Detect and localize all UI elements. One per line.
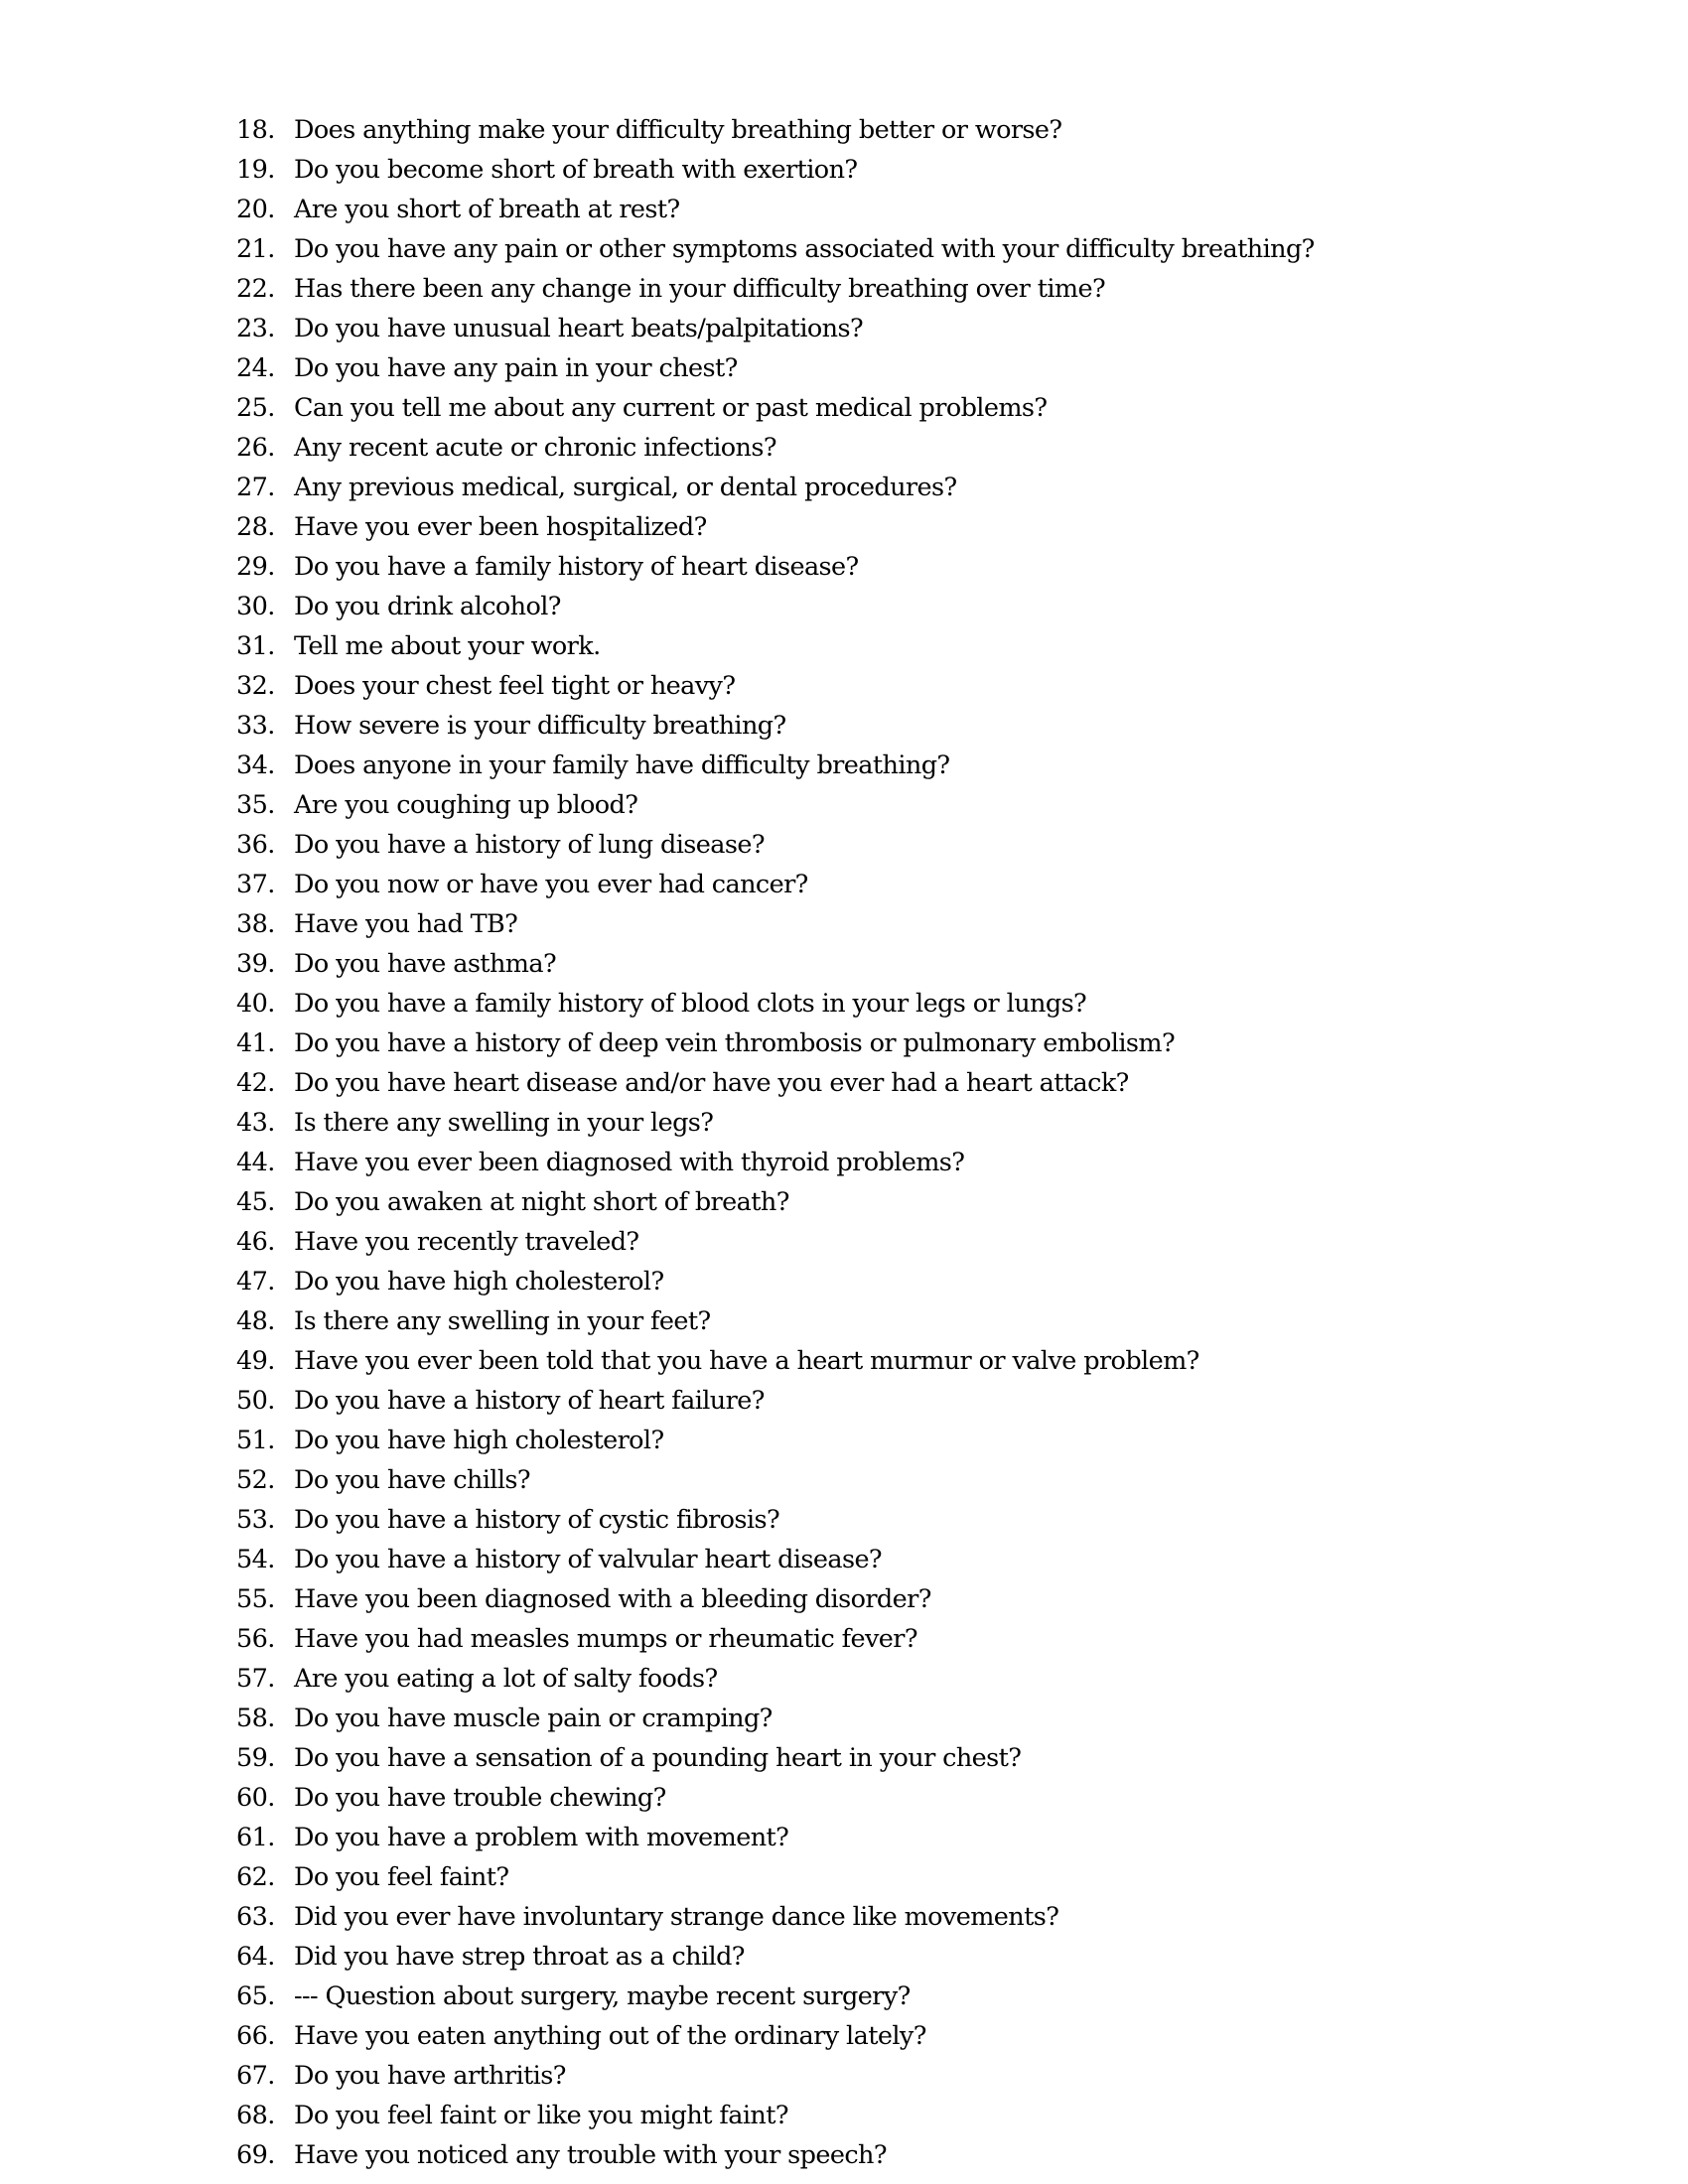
question-number: 57. (236, 1664, 275, 1694)
question-text: Have you ever been diagnosed with thyroid problems? (294, 1148, 965, 1177)
question-number: 29. (236, 552, 275, 582)
question-item (0, 1818, 1688, 1857)
question-text: Do you have a history of heart failure? (294, 1386, 765, 1416)
question-item (0, 785, 1688, 825)
question-item (0, 1301, 1688, 1341)
question-item (0, 1182, 1688, 1222)
question-number: 37. (236, 870, 275, 899)
question-text: Do you have a history of valvular heart disease? (294, 1545, 883, 1574)
question-number: 27. (236, 473, 275, 502)
question-item (0, 2016, 1688, 2056)
question-text: Do you have any pain in your chest? (294, 353, 738, 383)
question-item (0, 706, 1688, 746)
question-text: --- Question about surgery, maybe recent surgery? (294, 1981, 911, 2011)
question-item (0, 1738, 1688, 1778)
question-number: 38. (236, 909, 275, 939)
question-text: Do you have any pain or other symptoms associated with your difficulty breathing? (294, 234, 1315, 264)
question-item (0, 269, 1688, 309)
question-item (0, 2056, 1688, 2096)
question-number: 67. (236, 2061, 275, 2091)
question-number: 60. (236, 1783, 275, 1813)
question-number: 36. (236, 830, 275, 860)
question-number: 58. (236, 1704, 275, 1733)
question-number: 40. (236, 989, 275, 1019)
question-text: Have you had measles mumps or rheumatic fever? (294, 1624, 917, 1654)
question-text: Do you have asthma? (294, 949, 557, 979)
question-text: Do you have high cholesterol? (294, 1267, 664, 1297)
question-item (0, 626, 1688, 666)
question-item (0, 1262, 1688, 1301)
question-number: 28. (236, 512, 275, 542)
question-number: 18. (236, 115, 275, 145)
question-text: How severe is your difficulty breathing? (294, 711, 786, 741)
question-number: 69. (236, 2140, 275, 2170)
question-number: 48. (236, 1306, 275, 1336)
question-number: 23. (236, 314, 275, 343)
question-text: Have you been diagnosed with a bleeding disorder? (294, 1584, 931, 1614)
question-text: Have you noticed any trouble with your speech? (294, 2140, 887, 2170)
question-text: Do you drink alcohol? (294, 592, 561, 621)
question-item (0, 1977, 1688, 2016)
question-item (0, 1103, 1688, 1143)
question-item (0, 1619, 1688, 1659)
question-number: 54. (236, 1545, 275, 1574)
question-item (0, 1659, 1688, 1699)
question-text: Can you tell me about any current or past medical problems? (294, 393, 1048, 423)
question-text: Do you have a history of deep vein thrombosis or pulmonary embolism? (294, 1028, 1176, 1058)
question-text: Does anyone in your family have difficulty breathing? (294, 751, 950, 780)
question-number: 52. (236, 1465, 275, 1495)
question-number: 49. (236, 1346, 275, 1376)
question-number: 59. (236, 1743, 275, 1773)
question-text: Do you have a family history of heart disease? (294, 552, 859, 582)
question-number: 32. (236, 671, 275, 701)
question-number: 19. (236, 155, 275, 185)
question-text: Has there been any change in your difficulty breathing over time? (294, 274, 1106, 304)
question-text: Do you have high cholesterol? (294, 1426, 664, 1455)
question-item (0, 2096, 1688, 2135)
question-text: Does your chest feel tight or heavy? (294, 671, 736, 701)
question-text: Does anything make your difficulty breathing better or worse? (294, 115, 1062, 145)
question-number: 68. (236, 2101, 275, 2130)
question-text: Is there any swelling in your legs? (294, 1108, 714, 1138)
question-item (0, 1460, 1688, 1500)
question-number: 31. (236, 631, 275, 661)
question-item (0, 904, 1688, 944)
question-text: Do you become short of breath with exertion? (294, 155, 858, 185)
question-item (0, 348, 1688, 388)
question-text: Have you had TB? (294, 909, 518, 939)
question-item (0, 309, 1688, 348)
question-number: 63. (236, 1902, 275, 1932)
question-text: Is there any swelling in your feet? (294, 1306, 711, 1336)
question-text: Do you have unusual heart beats/palpitations? (294, 314, 864, 343)
question-number: 21. (236, 234, 275, 264)
question-text: Are you short of breath at rest? (294, 195, 680, 224)
question-number: 56. (236, 1624, 275, 1654)
question-item (0, 547, 1688, 587)
question-item (0, 1381, 1688, 1421)
question-item (0, 666, 1688, 706)
question-list (0, 110, 1688, 2175)
question-text: Are you coughing up blood? (294, 790, 638, 820)
question-item (0, 984, 1688, 1024)
question-number: 35. (236, 790, 275, 820)
question-number: 33. (236, 711, 275, 741)
question-number: 22. (236, 274, 275, 304)
question-text: Are you eating a lot of salty foods? (294, 1664, 718, 1694)
question-text: Do you have a problem with movement? (294, 1823, 789, 1852)
question-item (0, 388, 1688, 428)
question-number: 24. (236, 353, 275, 383)
question-text: Do you feel faint? (294, 1862, 509, 1892)
question-item (0, 1143, 1688, 1182)
question-item (0, 1579, 1688, 1619)
question-item (0, 2135, 1688, 2175)
question-text: Do you have a sensation of a pounding heart in your chest? (294, 1743, 1022, 1773)
question-text: Have you ever been told that you have a heart murmur or valve problem? (294, 1346, 1199, 1376)
question-number: 61. (236, 1823, 275, 1852)
question-text: Have you recently traveled? (294, 1227, 639, 1257)
question-text: Any recent acute or chronic infections? (294, 433, 776, 463)
question-number: 41. (236, 1028, 275, 1058)
question-item (0, 507, 1688, 547)
question-item (0, 150, 1688, 190)
question-number: 26. (236, 433, 275, 463)
question-item (0, 865, 1688, 904)
question-number: 39. (236, 949, 275, 979)
question-item (0, 1897, 1688, 1937)
question-text: Do you have trouble chewing? (294, 1783, 666, 1813)
question-text: Do you have a family history of blood clots in your legs or lungs? (294, 989, 1087, 1019)
question-text: Did you have strep throat as a child? (294, 1942, 745, 1972)
question-item (0, 825, 1688, 865)
question-text: Tell me about your work. (294, 631, 601, 661)
question-number: 46. (236, 1227, 275, 1257)
question-item (0, 1778, 1688, 1818)
question-item (0, 1063, 1688, 1103)
question-text: Any previous medical, surgical, or dental procedures? (294, 473, 957, 502)
question-item (0, 944, 1688, 984)
question-item (0, 1540, 1688, 1579)
question-number: 25. (236, 393, 275, 423)
question-item (0, 428, 1688, 468)
question-number: 64. (236, 1942, 275, 1972)
question-text: Do you have muscle pain or cramping? (294, 1704, 773, 1733)
question-item (0, 1500, 1688, 1540)
question-number: 53. (236, 1505, 275, 1535)
question-item (0, 1024, 1688, 1063)
question-text: Do you have arthritis? (294, 2061, 566, 2091)
question-item (0, 229, 1688, 269)
question-item (0, 1341, 1688, 1381)
question-number: 42. (236, 1068, 275, 1098)
question-item (0, 190, 1688, 229)
question-text: Do you have heart disease and/or have you ever had a heart attack? (294, 1068, 1129, 1098)
question-number: 50. (236, 1386, 275, 1416)
question-item (0, 1699, 1688, 1738)
question-number: 45. (236, 1187, 275, 1217)
question-text: Do you have a history of cystic fibrosis? (294, 1505, 780, 1535)
question-item (0, 468, 1688, 507)
question-number: 20. (236, 195, 275, 224)
question-item (0, 1937, 1688, 1977)
question-item (0, 746, 1688, 785)
question-text: Do you have chills? (294, 1465, 530, 1495)
question-number: 65. (236, 1981, 275, 2011)
question-number: 51. (236, 1426, 275, 1455)
question-number: 44. (236, 1148, 275, 1177)
question-number: 34. (236, 751, 275, 780)
question-text: Do you feel faint or like you might faint? (294, 2101, 788, 2130)
question-item (0, 110, 1688, 150)
question-number: 55. (236, 1584, 275, 1614)
question-number: 47. (236, 1267, 275, 1297)
question-text: Have you eaten anything out of the ordinary lately? (294, 2021, 926, 2051)
question-item (0, 1222, 1688, 1262)
question-number: 43. (236, 1108, 275, 1138)
question-text: Do you have a history of lung disease? (294, 830, 765, 860)
question-number: 30. (236, 592, 275, 621)
question-item (0, 587, 1688, 626)
question-item (0, 1421, 1688, 1460)
question-item (0, 1857, 1688, 1897)
question-text: Do you now or have you ever had cancer? (294, 870, 808, 899)
question-text: Have you ever been hospitalized? (294, 512, 707, 542)
question-number: 62. (236, 1862, 275, 1892)
question-text: Do you awaken at night short of breath? (294, 1187, 789, 1217)
question-number: 66. (236, 2021, 275, 2051)
question-text: Did you ever have involuntary strange dance like movements? (294, 1902, 1059, 1932)
